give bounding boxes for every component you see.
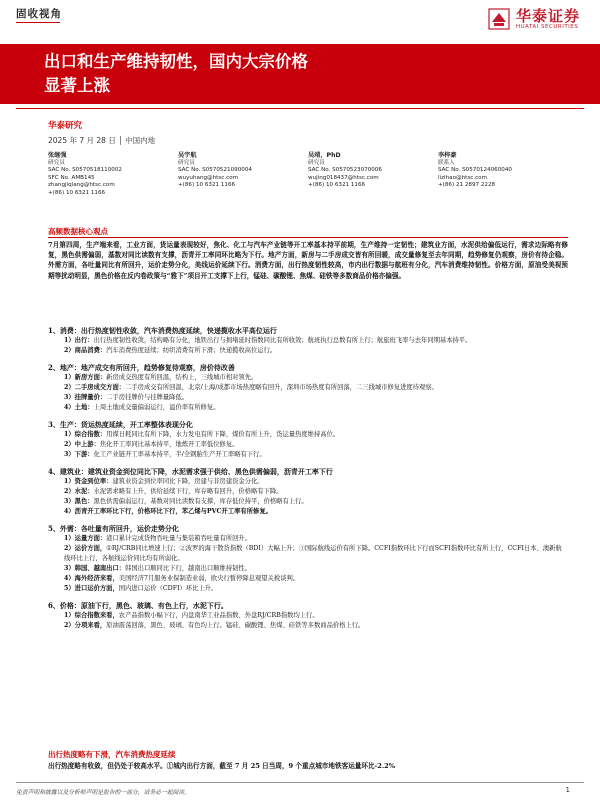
sub-item: 5）进口运价方面，国内进口运价（CDFI）环比上升。	[64, 585, 218, 592]
analyst-email[interactable]: zhangjiqiang@htsc.com	[48, 182, 115, 189]
analyst-card	[178, 152, 308, 198]
sub-item: 2）运价方面，①RJ/CRB同比增速上行；②波罗的海干散货指数（BDI）大幅上升；③国际航线运价有所下降。CCFI指数环比下行而SCFI指数环比有所上行，CCFI日本、澳新航线环比上行，各航线运价同比均有所弱化。	[64, 545, 562, 562]
analyst-role: 研究员	[48, 159, 65, 166]
page-number: 1	[565, 786, 570, 794]
analyst-email[interactable]: wuyuhang@htsc.com	[178, 174, 239, 181]
analyst-role: 研究员	[178, 159, 195, 166]
analyst-phone: +(86) 10 6321 1166	[308, 182, 366, 189]
sub-item: 3）下游：化工产业链开工率基本持平，半/全钢胎生产开工率略有下行。	[64, 451, 266, 458]
logo-english: HUATAI SECURITIES	[515, 24, 579, 30]
tag-underline	[16, 22, 60, 23]
summary-text: 7月第四周，生产端来看，工业方面，货运量表现较好，焦化、化工与汽车产业链等开工率基本持平前期，生产维持一定韧性；建筑业方面，水泥供给偏低运行，需求边际略有修复，黑色供需偏弱，基数对同比读数有支撑，沥青开工率同环比略为下行。地产方面，新房与二手房成交皆有所回暖，成交量修复至去年同期，趋势修复仍观察，房价有待企稳。外需方面，各吐量同比有所回升，运价走势分化，美线运价延续下行。消费方面，出行热度韧性较高，市内出行数据与航班有分化，汽车消费维持韧性。价格方面，原油受美视预期等扰动明显，黑色价格在反内卷政策与“雅下”项目开工支撑下上行，锰硅、碳酸锂、焦煤、硅铁等多数商品价格亦偏强。	[48, 241, 568, 280]
sub-item: 3）韩国、越南出口：韩国出口顺同比下行，越南出口顺维持韧性。	[64, 565, 251, 572]
logo-mark-icon	[488, 8, 510, 30]
sub-item: 1）新房方面：新房成交热度有所回温，结构上，三线城市相对领先。	[64, 374, 258, 381]
section-production	[48, 419, 568, 460]
analyst-list	[48, 152, 568, 198]
sub-item: 4）海外经济来看，美国经济7月服务业保制造业弱，欧央行暂停降息观望关税谈判。	[64, 575, 300, 582]
section-title: 5、外需：各吐量有所回升，运价走势分化	[48, 524, 179, 533]
research-brand: 华泰研究	[48, 121, 83, 131]
summary-heading: 高频数据核心观点	[48, 227, 108, 236]
analyst-sac: SAC No. S0570523070006	[308, 167, 382, 174]
header-divider	[16, 108, 584, 109]
section-title: 2、地产：地产成交有所回升，趋势修复待观察，房价待改善	[48, 363, 235, 372]
footer-divider	[16, 782, 584, 783]
sub-item: 2）中上游：焦化开工率同比基本持平，地炼开工率低位修复。	[64, 441, 239, 448]
report-date: 2025 年 7 月 28 日 │ 中国内地	[48, 136, 156, 145]
section-title: 3、生产：货运热度延续，开工率整体表现分化	[48, 420, 193, 429]
sub-item: 2）分项来看，原油震荡回落，黑色、玻璃、有色均上行。锰硅、碳酸锂、焦煤、硅铁等多数商品价格上行。	[64, 622, 365, 629]
analyst-phone: +(86) 10 6321 1166	[178, 182, 236, 189]
summary-rule	[48, 237, 568, 238]
bottom-section-heading: 出行热度略有下滑，汽车消费热度延续	[48, 750, 176, 759]
bottom-section-text: 出行热度略有收敛，但仍处于较高水平。①城内出行方面，截至 7 月 25 日当周，9 个重点城市地铁客运量环比-2.2%	[48, 762, 396, 770]
sub-item: 2）二手房成交方面：二手房成交有所回温，北京/上海/成都市场热度略有回升，深圳市场热度有所回落，二三线城市修复进度待观察。	[64, 384, 438, 391]
analyst-card	[308, 152, 438, 198]
section-real-estate	[48, 362, 568, 413]
analyst-role: 研究员	[308, 159, 325, 166]
analyst-role: 联系人	[438, 159, 455, 166]
logo-chinese: 华泰证券	[515, 7, 580, 25]
analyst-card	[438, 152, 568, 198]
title-banner	[0, 44, 600, 104]
section-construction	[48, 466, 568, 517]
analyst-name: 张继强	[48, 152, 67, 159]
analyst-phone: +(86) 21 2897 2228	[438, 182, 496, 189]
sub-item: 4）沥青开工率环比下行，价格环比下行，苯乙烯与PVC开工率有所修复。	[64, 508, 272, 515]
section-list	[48, 325, 568, 637]
footer-disclaimer: 免责声明和披露以及分析师声明是报告的一部分，请务必一起阅读。	[16, 790, 190, 796]
section-external-demand	[48, 523, 568, 594]
analyst-name: 李梓豪	[438, 152, 457, 159]
analyst-sac: SAC No. S0570518110002	[48, 167, 122, 174]
analyst-name: 吴宇航	[178, 152, 197, 159]
sub-item: 1）出行：出行热度韧性收敛，结构略有分化，地铁出行与拥堵延时指数同比有所收敛；航班执行总数有所上行；航旅班飞率与去年同期基本持平。	[64, 337, 472, 344]
section-title: 6、价格：原油下行，黑色、玻璃、有色上行，水泥下行。	[48, 601, 228, 610]
sub-item: 4）土地：上周土地成交量偏弱运行，溢价率有所修复。	[64, 404, 220, 411]
title-line-1: 出口和生产维持韧性，国内大宗价格	[44, 52, 308, 71]
analyst-email[interactable]: lizihao@htsc.com	[438, 174, 488, 181]
sub-item: 2）商品消费：汽车消费热度延续；纺织消费有所下滑；快递揽收高位运行。	[64, 347, 277, 354]
sub-item: 1）运量方面：港口累计完成货物吞吐量与集装箱吞吐量有所回升。	[64, 535, 251, 542]
sub-item: 1）资金到位率：建筑业资金到位率同比下降，房建与非房建资金分化。	[64, 478, 264, 485]
sub-item: 2）水泥：水泥需求略有上升，供给延续下行，库存略有回升，价格略有下降。	[64, 488, 283, 495]
sub-item: 1）综合指数来看，农产品指数小幅下行，内盘南华工业品指数、外盘RJ/CRB指数均上行。	[64, 612, 319, 619]
analyst-sac: SAC No. S0570124060040	[438, 167, 512, 174]
analyst-phone: +(86) 10 6321 1166	[48, 189, 106, 196]
sub-item: 1）综合指数：用煤日耗同比有所下降，水力发电有所下降，煤价有所上升，货运量热度维持高位。	[64, 431, 340, 438]
sub-item: 3）挂牌量价：二手房挂牌价与挂牌量降低。	[64, 394, 189, 401]
section-title: 4、建筑业：建筑业资金到位同比下降，水泥需求强于供给、黑色供需偏弱，沥青开工率下行	[48, 467, 333, 476]
section-title: 1、消费：出行热度韧性收敛，汽车消费热度延续，快递揽收水平高位运行	[48, 326, 277, 335]
page-title	[44, 50, 464, 98]
analyst-name: 吴靖，PhD	[308, 152, 341, 159]
analyst-sac: SAC No. S0570521090004	[178, 167, 252, 174]
analyst-card	[48, 152, 178, 198]
title-line-2: 显著上涨	[44, 76, 110, 95]
section-consumption	[48, 325, 568, 356]
analyst-email[interactable]: wujing018437@htsc.com	[308, 174, 379, 181]
sub-item: 3）黑色：黑色供需偏弱运行，基数对同比读数有支撑，库存低位持平，价格略有上行。	[64, 498, 308, 505]
section-prices	[48, 600, 568, 631]
report-tag: 固收视角	[16, 8, 62, 20]
analyst-sfc: SFC No. AMB145	[48, 174, 95, 181]
company-logo	[488, 8, 580, 30]
top-bar	[0, 0, 600, 44]
